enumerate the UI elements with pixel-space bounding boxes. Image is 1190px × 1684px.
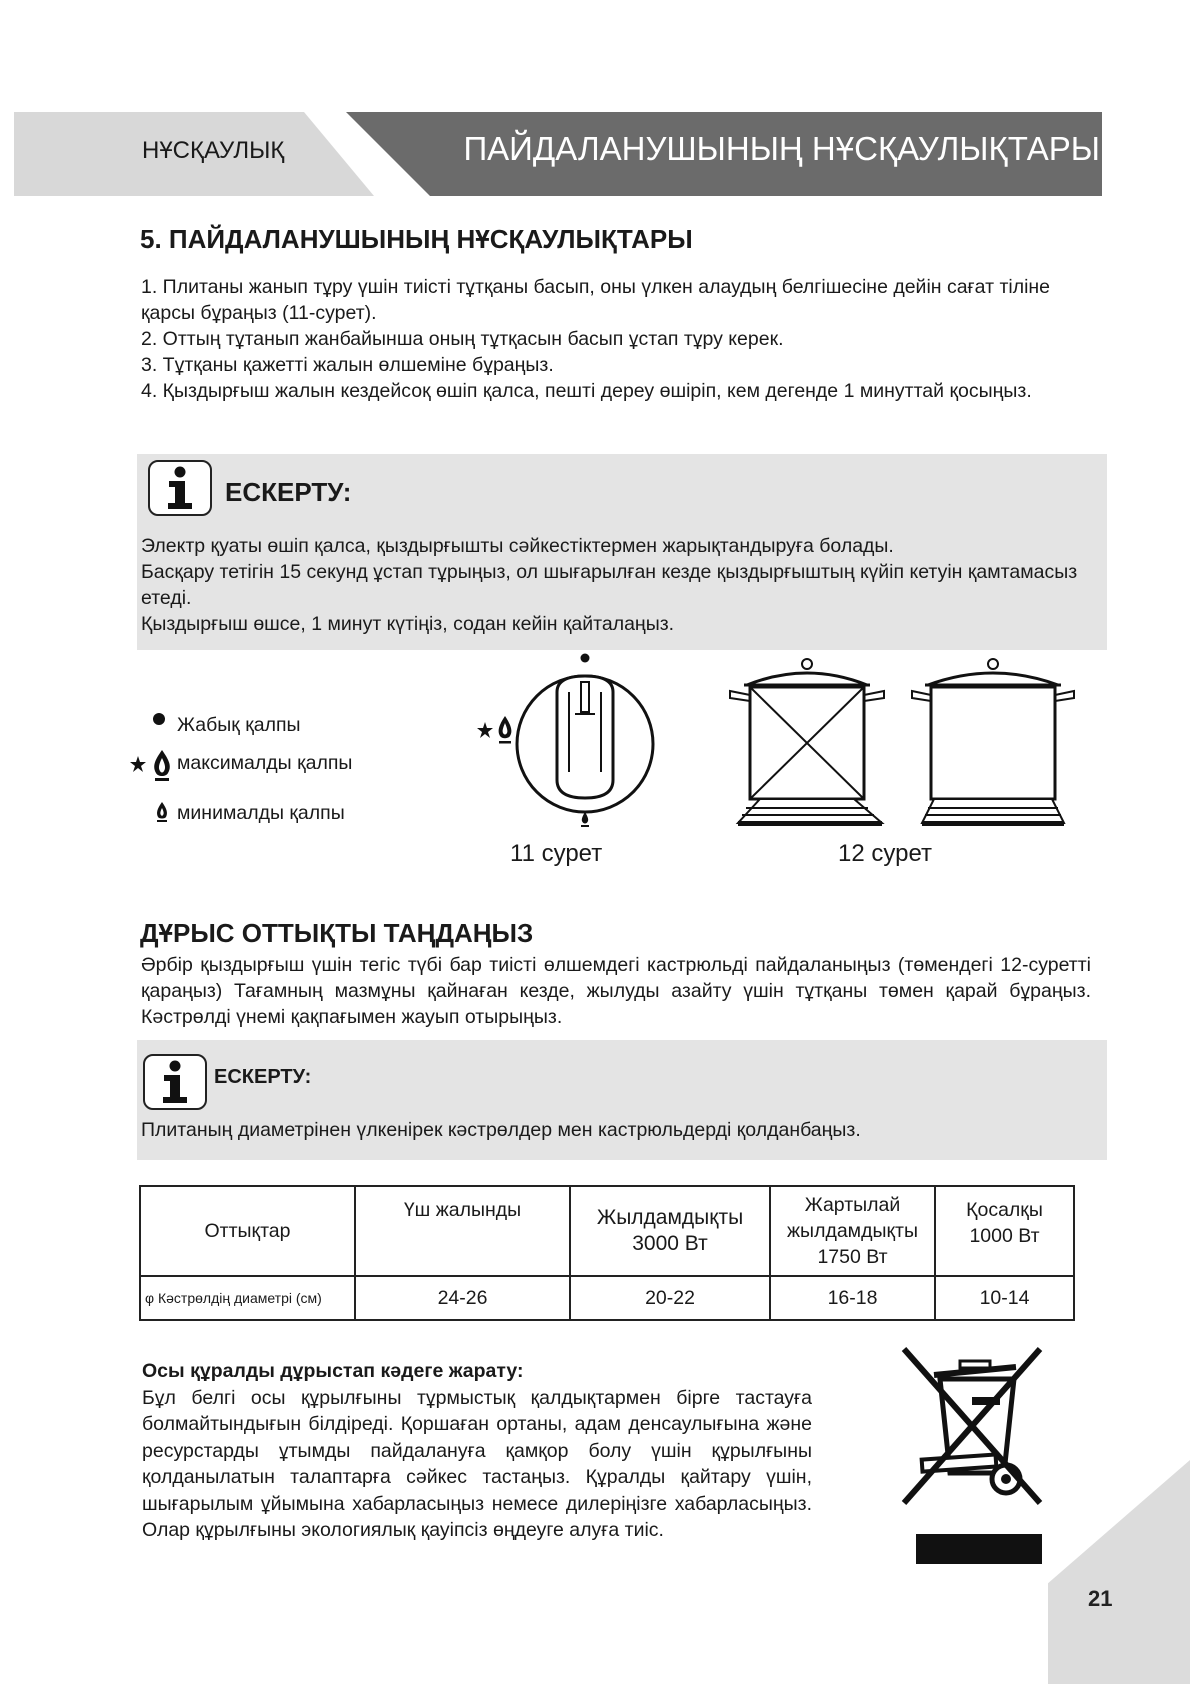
cell-line: Жартылай <box>804 1194 901 1216</box>
cell-line: 3000 Вт <box>632 1232 708 1255</box>
cell-line: 1000 Вт <box>969 1225 1040 1247</box>
info-icon <box>143 1054 207 1110</box>
warning-text-1 <box>141 533 1081 637</box>
step-item: 2. Оттың тұтанып жанбайынша оның тұтқасын басып ұстап тұру керек. <box>141 328 784 350</box>
header-left-label: НҰСҚАУЛЫҚ <box>142 137 285 164</box>
table-header-cell: Оттықтар <box>140 1186 355 1276</box>
table-header-cell <box>935 1186 1074 1276</box>
cell-line: жылдамдықты <box>787 1220 918 1242</box>
legend-closed: Жабық қалпы <box>177 714 301 736</box>
pots-diagram <box>720 655 1080 830</box>
section2-title: ДҰРЫС ОТТЫҚТЫ ТАҢДАҢЫЗ <box>140 918 534 948</box>
page-corner-decoration <box>1048 1460 1190 1684</box>
warning-line: Басқару тетігін 15 секунд ұстап тұрыңыз, ол шығарылған кезде қыздырғыштың күйіп кетуін қамтамасыз етеді. <box>141 561 1078 609</box>
table-cell: 24-26 <box>355 1276 570 1320</box>
disposal-section <box>142 1358 812 1544</box>
section2-text: Әрбір қыздырғыш үшін тегіс түбі бар тиісті өлшемдегі кастрюльді пайдаланыңыз (төмендегі 12-суретті қараңыз) Тағамның мазмұны қайнаған кезде, жылуды азайту үшін тұтқаны төмен қарай бұраңыз. Кәстрөлді үнемі қақпағымен жауып отырыңыз. <box>141 954 1091 1028</box>
legend-max: максималды қалпы <box>177 752 353 774</box>
table-cell: 20-22 <box>570 1276 770 1320</box>
legend-min: минималды қалпы <box>177 802 345 824</box>
crossed-bin-icon <box>900 1345 1050 1570</box>
closed-dot-icon <box>153 713 165 725</box>
info-icon <box>148 460 212 516</box>
cell-line: 1750 Вт <box>817 1246 888 1268</box>
header-title: ПАЙДАЛАНУШЫНЫҢ НҰСҚАУЛЫҚТАРЫ <box>463 130 1100 167</box>
page-number: 21 <box>1088 1586 1113 1611</box>
warning-line: Қыздырғыш өшсе, 1 минут күтіңіз, содан кейін қайталаңыз. <box>141 613 675 635</box>
max-flame-icon <box>130 748 176 787</box>
table-header-cell <box>770 1186 935 1276</box>
table-header-cell: Үш жалынды <box>355 1186 570 1276</box>
warning-title-1: ЕСКЕРТУ: <box>225 477 352 507</box>
knob-diagram <box>475 652 655 836</box>
min-flame-icon <box>155 801 169 828</box>
warning-line: Электр қуаты өшіп қалса, қыздырғышты сәйкестіктермен жарықтандыруға болады. <box>141 535 894 557</box>
section-title: 5. ПАЙДАЛАНУШЫНЫҢ НҰСҚАУЛЫҚТАРЫ <box>140 224 693 254</box>
cell-line: Қосалқы <box>966 1199 1043 1221</box>
table-cell: 16-18 <box>770 1276 935 1320</box>
warning-title-2: ЕСКЕРТУ: <box>214 1066 312 1088</box>
step-item: 1. Плитаны жанып тұру үшін тиісті тұтқаны басып, оны үлкен алаудың белгішесіне дейін сағат тіліне қарсы бұраңыз (11-сурет). <box>141 276 1051 324</box>
warning-text-2: Плитаның диаметрінен үлкенірек кәстрөлдер мен кастрюльдерді қолданбаңыз. <box>141 1119 861 1141</box>
table-header-row <box>140 1186 1074 1276</box>
disposal-title: Осы құралды дұрыстап кәдеге жарату: <box>142 1360 524 1382</box>
cell-line: Жылдамдықты <box>596 1206 744 1229</box>
figure-11-caption: 11 сурет <box>510 840 603 867</box>
burner-table <box>139 1185 1075 1321</box>
steps-list <box>141 274 1061 404</box>
table-header-cell <box>570 1186 770 1276</box>
step-item: 3. Тұтқаны қажетті жалын өлшеміне бұраңыз. <box>141 354 554 376</box>
table-cell: 10-14 <box>935 1276 1074 1320</box>
step-item: 4. Қыздырғыш жалын кездейсоқ өшіп қалса, пешті дереу өшіріп, кем дегенде 1 минуттай қосыңыз. <box>141 380 1032 402</box>
disposal-text: Бұл белгі осы құрылғыны тұрмыстық қалдықтармен бірге тастауға болмайтындығын білдіреді. Қоршаған ортаны, адам денсаулығына және ресурстарды ұтымды пайдалануға қамқор болу үшін құрылғыны қолданылатын талаптарға сәйкес тастаңыз. Құралды қайтару үшін, шығарылым ұйымына хабарласыңыз немесе дилеріңізге хабарласыңыз. Олар құрылғыны экологиялық қауіпсіз өңдеуге алуға тиіс. <box>142 1386 812 1541</box>
table-cell: φ Кәстрөлдің диаметрі (см) <box>140 1276 355 1320</box>
figure-12-caption: 12 сурет <box>838 840 932 867</box>
table-row <box>140 1276 1074 1320</box>
